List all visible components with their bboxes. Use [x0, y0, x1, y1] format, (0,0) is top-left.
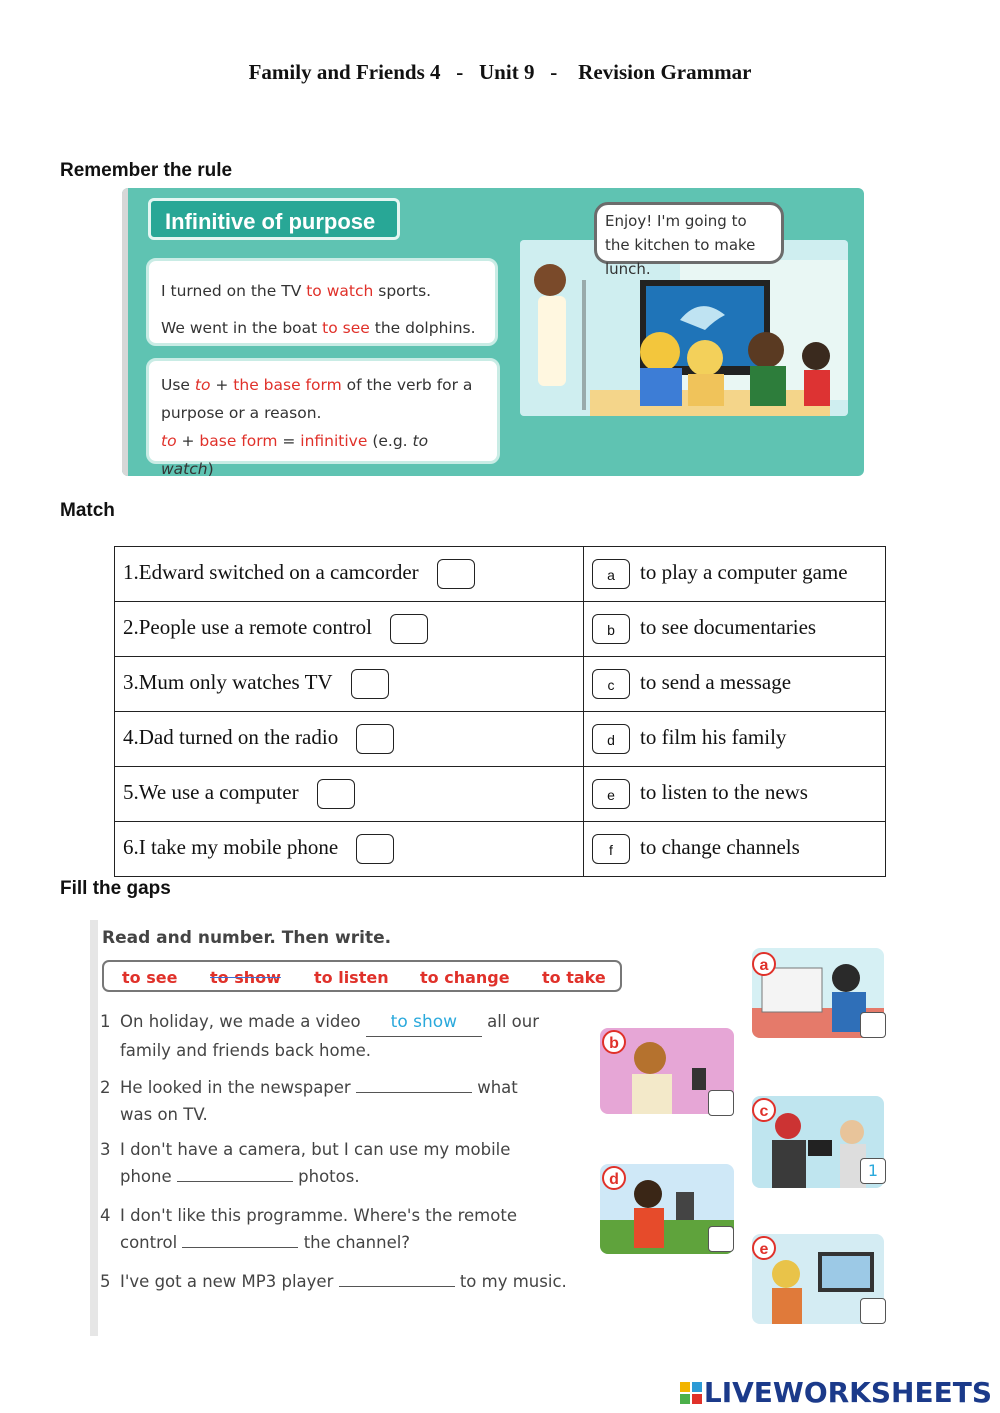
picture-number-box[interactable]	[860, 1012, 886, 1038]
table-row	[115, 822, 886, 877]
speech-bubble: Enjoy! I'm going to the kitchen to make lunch.	[594, 202, 784, 264]
bank-word-used: to show	[210, 968, 281, 987]
table-row	[115, 657, 886, 712]
match-right-cell: f to change channels	[584, 822, 886, 877]
table-row	[115, 547, 886, 602]
bank-word: to listen	[314, 968, 389, 987]
answer-filled[interactable]: to show	[366, 1009, 482, 1037]
rule-line-1: Use to + the base form of the verb for a	[161, 376, 473, 394]
rule-explanation-card	[146, 358, 500, 476]
match-right-cell: e to listen to the news	[584, 767, 886, 822]
gap-input[interactable]	[339, 1268, 455, 1287]
table-row	[115, 712, 886, 767]
rule-box	[122, 188, 864, 476]
scan-edge	[90, 920, 98, 1336]
gap-input[interactable]	[177, 1163, 293, 1182]
match-letter-box[interactable]: c	[592, 669, 630, 699]
picture-number-box[interactable]	[708, 1226, 734, 1252]
picture-number-box[interactable]	[860, 1298, 886, 1324]
match-left-cell: 3.Mum only watches TV	[115, 657, 584, 712]
answer-input-box[interactable]	[317, 779, 355, 809]
answer-input-box[interactable]	[351, 669, 389, 699]
match-left-cell: 1.Edward switched on a camcorder	[115, 547, 584, 602]
bank-word: to take	[542, 968, 606, 987]
family-tv-illustration	[520, 240, 848, 416]
match-letter-box[interactable]: d	[592, 724, 630, 754]
table-row	[115, 602, 886, 657]
section-heading-rule: Remember the rule	[60, 160, 233, 181]
sentence-2: 2 He looked in the newspaper what was on TV.	[100, 1074, 518, 1128]
answer-input-box[interactable]	[356, 834, 394, 864]
picture-label: d	[602, 1166, 626, 1190]
sentence-4: 4 I don't like this programme. Where's the remote control the channel?	[100, 1206, 517, 1252]
match-letter-box[interactable]: a	[592, 559, 630, 589]
gap-input[interactable]	[356, 1074, 472, 1093]
picture-label: c	[752, 1098, 776, 1122]
example-2: We went in the boat to see the dolphins.	[161, 319, 476, 337]
example-1: I turned on the TV to watch sports.	[161, 282, 432, 300]
instruction: Read and number. Then write.	[102, 928, 392, 948]
match-right-cell: a to play a computer game	[584, 547, 886, 602]
section-heading-match: Match	[60, 500, 115, 521]
sentence-3: 3 I don't have a camera, but I can use my mobile phone photos.	[100, 1140, 511, 1186]
match-left-cell: 5.We use a computer	[115, 767, 584, 822]
picture-label: e	[752, 1236, 776, 1260]
page-title: Family and Friends 4 - Unit 9 - Revision Grammar	[248, 60, 752, 84]
picture-number-box[interactable]: 1	[860, 1158, 886, 1184]
match-left-cell: 2.People use a remote control	[115, 602, 584, 657]
rule-formula: to + base form = infinitive (e.g. to watch)	[161, 432, 429, 476]
liveworksheets-logo: LIVEWORKSHEETS	[680, 1376, 992, 1409]
match-letter-box[interactable]: b	[592, 614, 630, 644]
match-left-cell: 6.I take my mobile phone	[115, 822, 584, 877]
word-bank	[102, 960, 622, 992]
gap-input[interactable]	[182, 1229, 298, 1248]
bank-word: to change	[420, 968, 510, 987]
picture-label: b	[602, 1030, 626, 1054]
match-right-cell: d to film his family	[584, 712, 886, 767]
answer-input-box[interactable]	[437, 559, 475, 589]
bank-word: to see	[122, 968, 178, 987]
match-table	[114, 546, 886, 877]
logo-icon	[680, 1378, 702, 1400]
rule-tag: Infinitive of purpose	[148, 198, 400, 240]
example-card	[146, 258, 498, 346]
scan-edge	[122, 188, 128, 476]
sentence-5: 5 I've got a new MP3 player to my music.	[100, 1268, 567, 1295]
match-left-cell: 4.Dad turned on the radio	[115, 712, 584, 767]
fill-gaps-exercise	[90, 920, 910, 1336]
section-heading-fill: Fill the gaps	[60, 878, 171, 899]
table-row	[115, 767, 886, 822]
match-letter-box[interactable]: f	[592, 834, 630, 864]
match-right-cell: c to send a message	[584, 657, 886, 712]
rule-line-2: purpose or a reason.	[161, 404, 322, 422]
picture-number-box[interactable]	[708, 1090, 734, 1116]
answer-input-box[interactable]	[356, 724, 394, 754]
answer-input-box[interactable]	[390, 614, 428, 644]
match-letter-box[interactable]: e	[592, 779, 630, 809]
match-right-cell: b to see documentaries	[584, 602, 886, 657]
sentence-1: 1 On holiday, we made a video to show all our family and friends back home.	[100, 1008, 539, 1064]
picture-label: a	[752, 952, 776, 976]
